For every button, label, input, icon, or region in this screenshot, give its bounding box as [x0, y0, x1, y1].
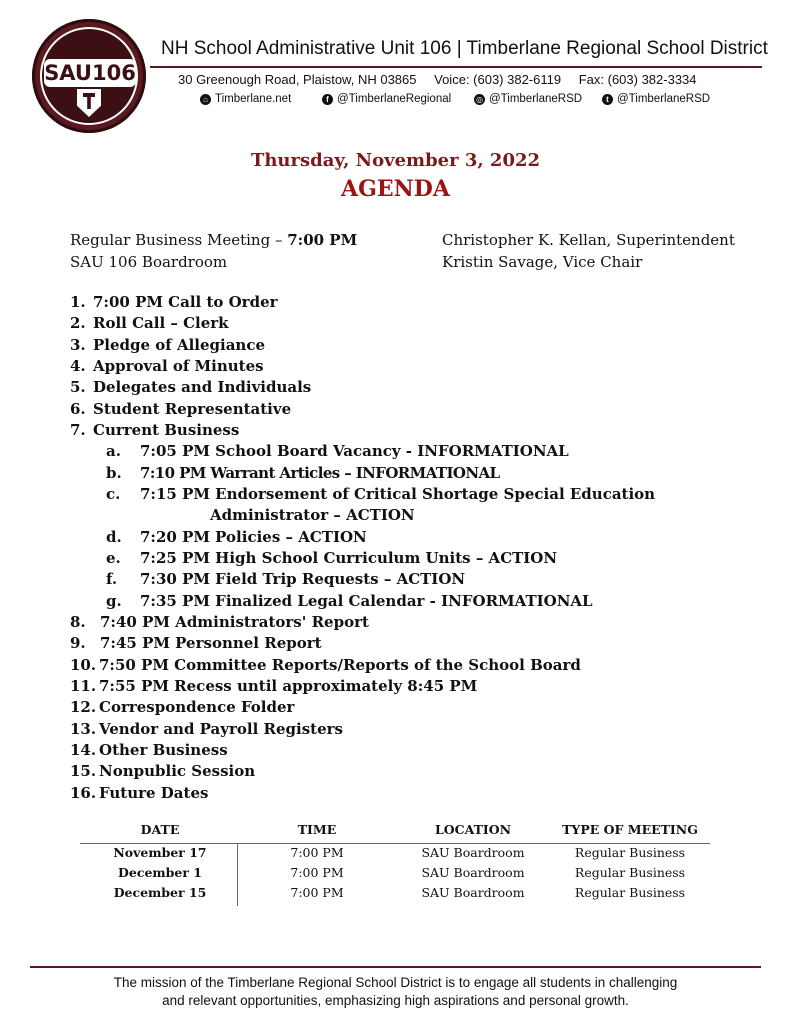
- column-header-time: TIME: [297, 822, 337, 837]
- item-number: 3.: [70, 336, 86, 354]
- item-text: Administrator – ACTION: [210, 506, 415, 524]
- org-name: NH School Administrative Unit 106 | Timberlane Regional School District: [161, 38, 768, 59]
- item-text: Other Business: [99, 741, 228, 759]
- home-icon: ⌂: [200, 94, 211, 105]
- item-number: 12.: [70, 698, 97, 716]
- item-letter: c.: [106, 485, 121, 503]
- sau106-logo: [32, 19, 146, 133]
- item-number: 6.: [70, 400, 86, 418]
- item-number: 10.: [70, 656, 97, 674]
- voice-phone: Voice: (603) 382-6119: [434, 72, 562, 87]
- item-text: 7:55 PM Recess until approximately 8:45 PM: [99, 677, 478, 695]
- item-number: 15.: [70, 762, 97, 780]
- meeting-location: SAU 106 Boardroom: [70, 253, 228, 271]
- column-header-location: LOCATION: [434, 822, 512, 837]
- item-letter: b.: [106, 464, 122, 482]
- contact-line: [178, 72, 711, 87]
- social-label: @TimberlaneRegional: [337, 93, 452, 105]
- social-label: Timberlane.net: [215, 93, 292, 105]
- cell-type: Regular Business: [574, 885, 686, 900]
- social-instagram[interactable]: [474, 93, 582, 105]
- item-text: 7:35 PM Finalized Legal Calendar - INFORMATIONAL: [140, 592, 593, 610]
- vice-chair: Kristin Savage, Vice Chair: [442, 253, 643, 271]
- page-title: AGENDA: [341, 176, 450, 202]
- item-text: 7:20 PM Policies – ACTION: [140, 528, 367, 546]
- social-label: @TimberlaneRSD: [617, 93, 711, 105]
- item-number: 16.: [70, 784, 97, 802]
- column-header-date: DATE: [140, 822, 180, 837]
- item-number: 14.: [70, 741, 97, 759]
- item-text: Current Business: [93, 421, 240, 439]
- item-text: 7:40 PM Administrators' Report: [100, 613, 369, 631]
- mission-line: The mission of the Timberlane Regional School District is to engage all students in challenging: [113, 975, 678, 990]
- cell-time: 7:00 PM: [290, 885, 344, 900]
- column-header-type: TYPE OF MEETING: [562, 822, 698, 837]
- item-number: 1.: [70, 293, 86, 311]
- item-letter: a.: [106, 442, 121, 460]
- header-divider: [150, 66, 762, 68]
- social-facebook[interactable]: [322, 93, 451, 105]
- item-text: Roll Call – Clerk: [93, 314, 229, 332]
- instagram-icon: ◎: [474, 94, 485, 105]
- item-text: 7:50 PM Committee Reports/Reports of the School Board: [99, 656, 581, 674]
- item-text: 7:25 PM High School Curriculum Units – ACTION: [140, 549, 558, 567]
- table-column-divider: [237, 844, 238, 906]
- item-number: 4.: [70, 357, 86, 375]
- item-text: Delegates and Individuals: [93, 378, 312, 396]
- cell-location: SAU Boardroom: [421, 885, 525, 900]
- meeting-date: Thursday, November 3, 2022: [250, 150, 541, 171]
- item-letter: g.: [106, 592, 122, 610]
- item-number: 5.: [70, 378, 86, 396]
- fax-number: Fax: (603) 382-3334: [578, 72, 697, 87]
- item-letter: e.: [106, 549, 121, 567]
- item-text: 7:05 PM School Board Vacancy - INFORMATIONAL: [140, 442, 569, 460]
- item-text: Vendor and Payroll Registers: [99, 720, 343, 738]
- item-text: Nonpublic Session: [99, 762, 256, 780]
- cell-type: Regular Business: [574, 865, 686, 880]
- item-letter: f.: [106, 570, 118, 588]
- cell-time: 7:00 PM: [290, 845, 344, 860]
- item-text: 7:15 PM Endorsement of Critical Shortage Special Education: [140, 485, 656, 503]
- cell-date: December 15: [113, 885, 207, 900]
- item-text: Pledge of Allegiance: [93, 336, 266, 354]
- item-number: 8.: [70, 613, 86, 631]
- table-header-divider: [80, 843, 710, 844]
- item-text: 7:30 PM Field Trip Requests – ACTION: [140, 570, 466, 588]
- item-number: 7.: [70, 421, 86, 439]
- cell-location: SAU Boardroom: [421, 845, 525, 860]
- item-text: 7:45 PM Personnel Report: [100, 634, 322, 652]
- address: 30 Greenough Road, Plaistow, NH 03865: [178, 72, 417, 87]
- logo-text: SAU106: [44, 61, 136, 85]
- item-text: Approval of Minutes: [93, 357, 264, 375]
- superintendent: Christopher K. Kellan, Superintendent: [442, 231, 735, 249]
- social-twitter[interactable]: [602, 93, 710, 105]
- twitter-icon: t: [602, 94, 613, 105]
- item-text: 7:00 PM Call to Order: [93, 293, 278, 311]
- item-number: 2.: [70, 314, 86, 332]
- cell-date: December 1: [118, 865, 202, 880]
- mission-statement: [0, 974, 791, 1010]
- item-text: Correspondence Folder: [99, 698, 295, 716]
- meeting-type: [70, 229, 357, 251]
- item-number: 13.: [70, 720, 97, 738]
- item-text: Student Representative: [93, 400, 292, 418]
- facebook-icon: f: [322, 94, 333, 105]
- social-label: @TimberlaneRSD: [489, 93, 583, 105]
- cell-date: November 17: [113, 845, 207, 860]
- meeting-time: 7:00 PM: [287, 231, 358, 249]
- item-text: Future Dates: [99, 784, 209, 802]
- mission-line: and relevant opportunities, emphasizing high aspirations and personal growth.: [162, 993, 629, 1008]
- meeting-type-label: Regular Business Meeting –: [70, 231, 288, 249]
- item-number: 9.: [70, 634, 86, 652]
- cell-location: SAU Boardroom: [421, 865, 525, 880]
- cell-type: Regular Business: [574, 845, 686, 860]
- item-number: 11.: [70, 677, 97, 695]
- item-text: 7:10 PM Warrant Articles – INFORMATIONAL: [140, 464, 500, 482]
- social-website[interactable]: [200, 93, 291, 105]
- footer-divider: [30, 966, 761, 968]
- cell-time: 7:00 PM: [290, 865, 344, 880]
- item-letter: d.: [106, 528, 122, 546]
